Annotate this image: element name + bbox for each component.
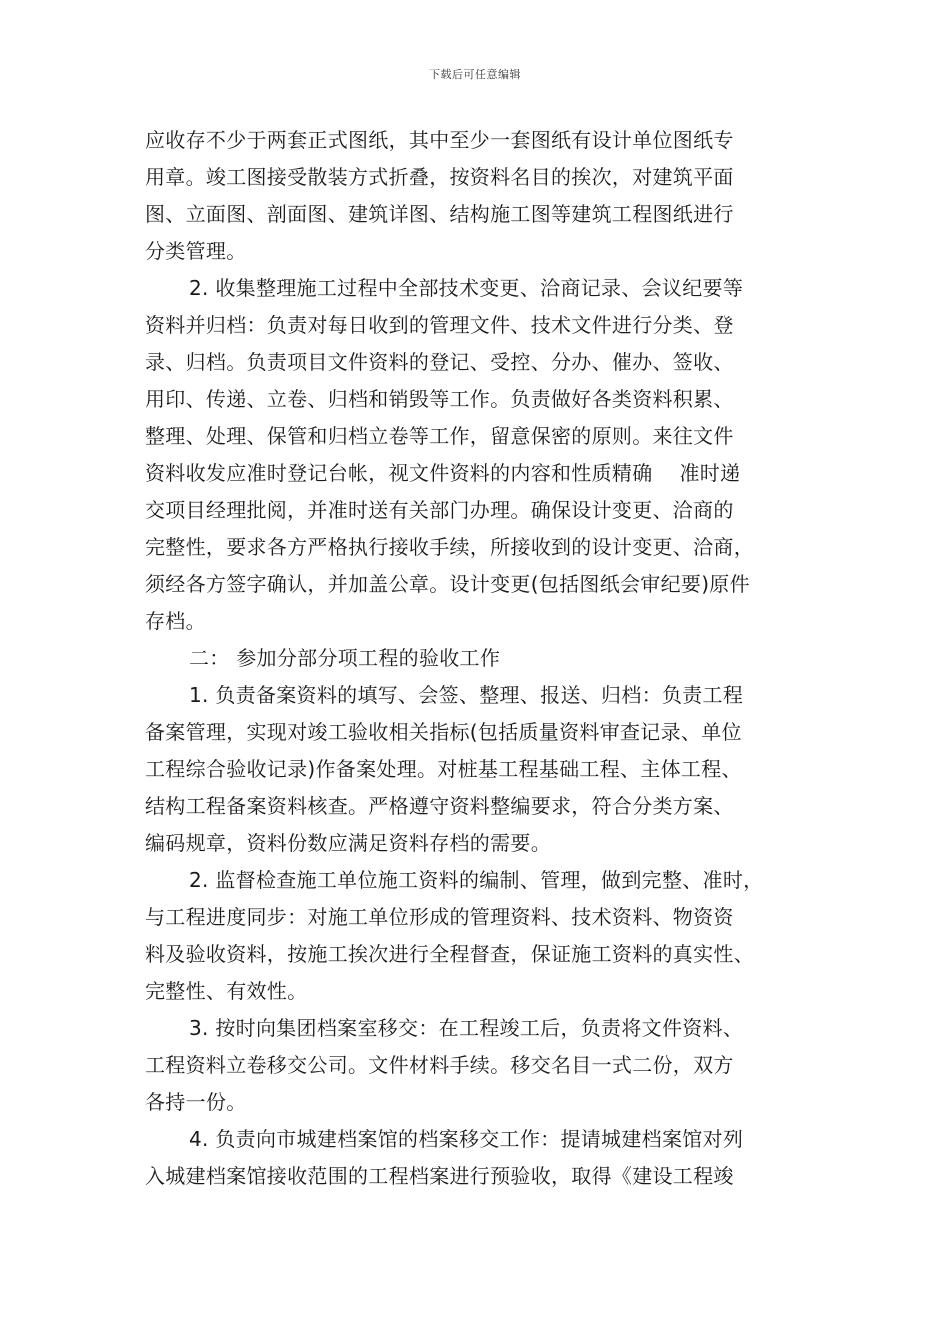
text-line: 备案管理，实现对竣工验收相关指标(包括质量资料审查记录、单位 <box>145 720 742 744</box>
text-line: 交项目经理批阅，并准时送有关部门办理。确保设计变更、洽商的 <box>145 498 734 522</box>
text-line: 用印、传递、立卷、归档和销毁等工作。负责做好各类资料积累、 <box>145 387 734 411</box>
text-line: 图、立面图、剖面图、建筑详图、结构施工图等建筑工程图纸进行 <box>145 202 734 226</box>
text-line: 完整性、有效性。 <box>145 979 308 1003</box>
text-line: 完整性，要求各方严格执行接收手续，所接收到的设计变更、洽商， <box>145 535 754 559</box>
text-line: 整理、处理、保管和归档立卷等工作，留意保密的原则。来往文件 <box>145 424 734 448</box>
text-line: 存档。 <box>145 609 206 633</box>
text-line: 用章。竣工图接受散装方式折叠，按资料名目的挨次，对建筑平面 <box>145 165 734 189</box>
text-line: 3. 按时向集团档案室移交：在工程竣工后，负责将文件资料、 <box>189 1016 744 1040</box>
text-line: 分类管理。 <box>145 239 247 263</box>
text-line: 1. 负责备案资料的填写、会签、整理、报送、归档：负责工程 <box>189 683 744 707</box>
text-line: 结构工程备案资料核查。严格遵守资料整编要求，符合分类方案、 <box>145 794 734 818</box>
text-line: 料及验收资料，按施工挨次进行全程督查，保证施工资料的真实性、 <box>145 942 754 966</box>
text-line: 入城建档案馆接收范围的工程档案进行预验收，取得《建设工程竣 <box>145 1164 734 1188</box>
text-line: 资料并归档：负责对每日收到的管理文件、技术文件进行分类、登 <box>145 313 734 337</box>
text-line: 录、归档。负责项目文件资料的登记、受控、分办、催办、签收、 <box>145 350 734 374</box>
text-line: 工程综合验收记录)作备案处理。对桩基工程基础工程、主体工程、 <box>145 757 742 781</box>
text-line: 2. 收集整理施工过程中全部技术变更、洽商记录、会议纪要等 <box>189 276 744 300</box>
text-line: 应收存不少于两套正式图纸，其中至少一套图纸有设计单位图纸专 <box>145 128 734 152</box>
text-line: 与工程进度同步：对施工单位形成的管理资料、技术资料、物资资 <box>145 905 734 929</box>
text-line: 资料收发应准时登记台帐，视文件资料的内容和性质精确 准时递 <box>145 461 741 485</box>
text-line: 4. 负责向市城建档案馆的档案移交工作：提请城建档案馆对列 <box>189 1127 744 1151</box>
text-line: 编码规章，资料份数应满足资料存档的需要。 <box>145 831 551 855</box>
text-line: 各持一份。 <box>145 1090 247 1114</box>
page-header: 下载后可任意编辑 <box>429 68 521 81</box>
document-body <box>145 122 810 1195</box>
text-line: 须经各方签字确认，并加盖公章。设计变更(包括图纸会审纪要)原件 <box>145 572 750 596</box>
text-line: 工程资料立卷移交公司。文件材料手续。移交名目一式二份，双方 <box>145 1053 734 1077</box>
text-line: 二： 参加分部分项工程的验收工作 <box>189 646 501 670</box>
text-line: 2. 监督检查施工单位施工资料的编制、管理，做到完整、准时， <box>189 868 764 892</box>
